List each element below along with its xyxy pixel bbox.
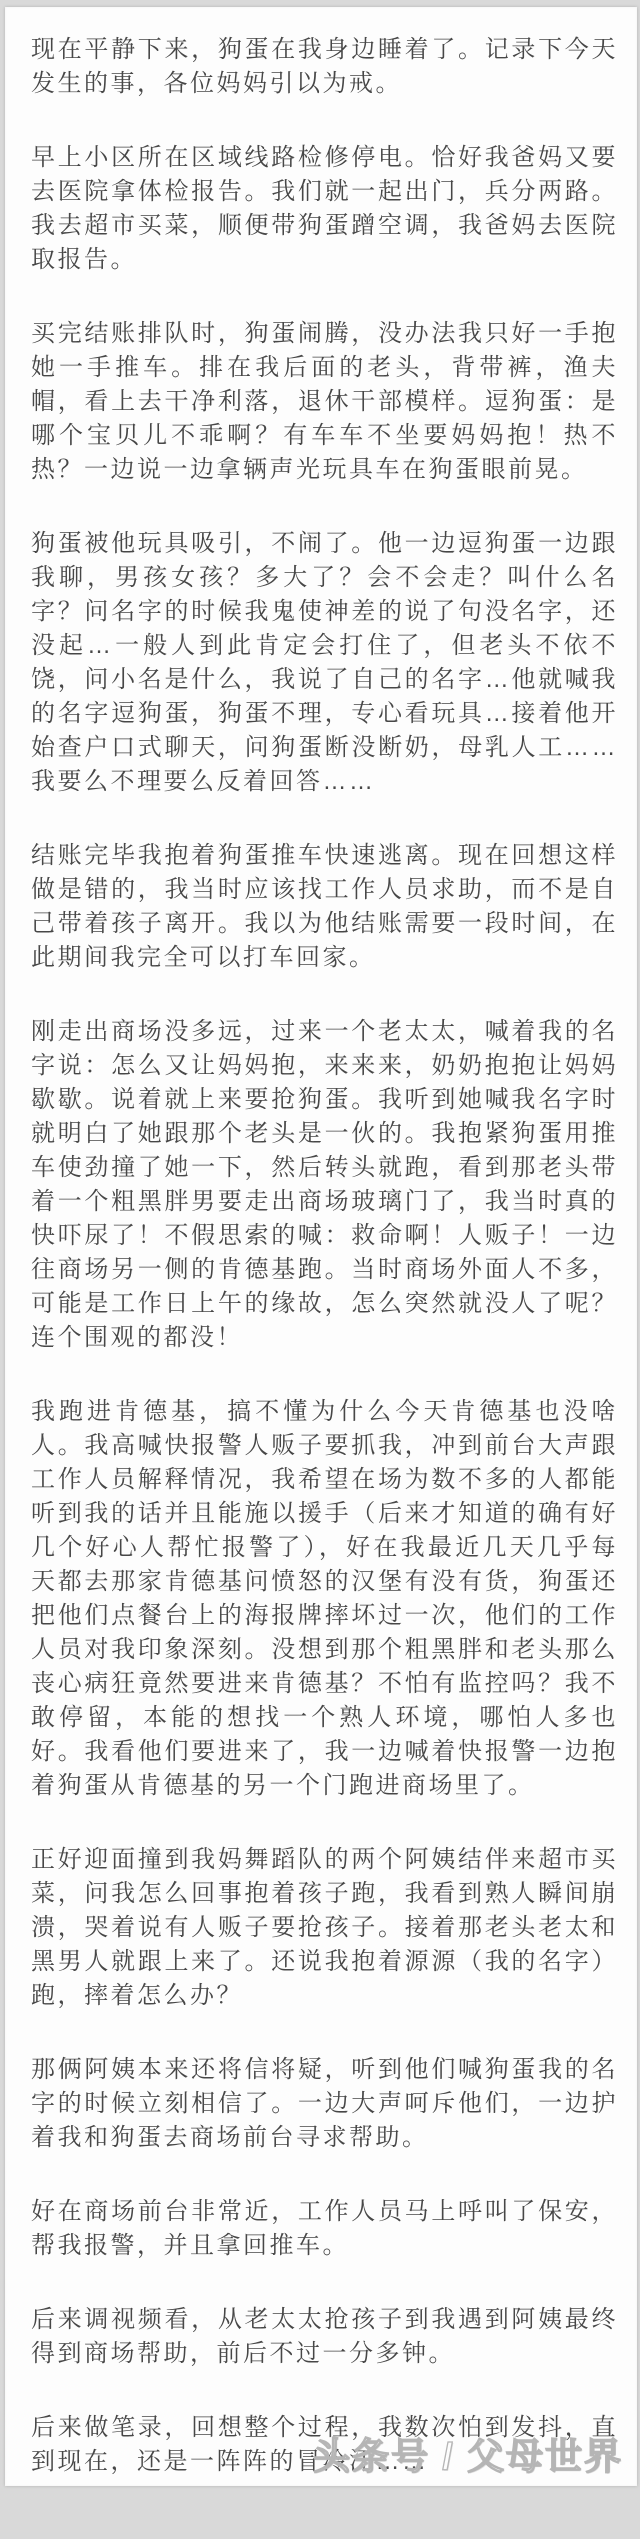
story-paragraph: 结账完毕我抱着狗蛋推车快速逃离。现在回想这样做是错的，我当时应该找工作人员求助，而不是自己带着孩子离开。我以为他结账需要一段时间，在此期间我完全可以打车回家。 [31,842,618,971]
story-paragraph: 我跑进肯德基，搞不懂为什么今天肯德基也没啥人。我高喊快报警人贩子要抓我，冲到前台大声跟工作人员解释情况，我希望在场为数不多的人都能听到我的话并且能施以援手（后来才知道的确有好几个好心人帮忙报警了），好在我最近几天几乎每天都去那家肯德基问愤怒的汉堡有没有货，狗蛋还把他们点餐台上的海报牌摔坏过一次，他们的工作人员对我印象深刻。没想到那个粗黑胖和老头那么丧心病狂竟然要进来肯德基？不怕有监控吗？我不敢停留，本能的想找一个熟人环境，哪怕人多也好。我看他们要进来了，我一边喊着快报警一边抱着狗蛋从肯德基的另一个门跑进商场里了。 [31,1398,618,1799]
story-paragraph: 好在商场前台非常近，工作人员马上呼叫了保安，帮我报警，并且拿回推车。 [31,2198,618,2259]
story-paragraph: 早上小区所在区域线路检修停电。恰好我爸妈又要去医院拿体检报告。我们就一起出门，兵分两路。我去超市买菜，顺便带狗蛋蹭空调，我爸妈去医院取报告。 [31,144,618,273]
story-paragraph: 正好迎面撞到我妈舞蹈队的两个阿姨结伴来超市买菜，问我怎么回事抱着孩子跑，我看到熟人瞬间崩溃，哭着说有人贩子要抢孩子。接着那老头老太和黑男人就跟上来了。还说我抱着源源（我的名字）跑，摔着怎么办？ [31,1846,618,2009]
story-paragraph: 现在平静下来，狗蛋在我身边睡着了。记录下今天发生的事，各位妈妈引以为戒。 [31,36,618,97]
story-paragraph: 刚走出商场没多远，过来一个老太太，喊着我的名字说：怎么又让妈妈抱，来来来，奶奶抱抱让妈妈歇歇。说着就上来要抢狗蛋。我听到她喊我名字时就明白了她跟那个老头是一伙的。我抱紧狗蛋用推车使劲撞了她一下，然后转头就跑，看到那老头带着一个粗黑胖男要走出商场玻璃门了，我当时真的快吓尿了！不假思索的喊：救命啊！人贩子！一边往商场另一侧的肯德基跑。当时商场外面人不多，可能是工作日上午的缘故，怎么突然就没人了呢？连个围观的都没！ [31,1018,618,1351]
watermark: 头条号 / 父母世界 [313,2436,623,2477]
story-paragraph: 后来调视频看，从老太太抢孩子到我遇到阿姨最终得到商场帮助，前后不过一分多钟。 [31,2306,618,2367]
story-paragraph: 狗蛋被他玩具吸引，不闹了。他一边逗狗蛋一边跟我聊，男孩女孩？多大了？会不会走？叫什么名字？问名字的时候我鬼使神差的说了句没名字，还没起…一般人到此肯定会打住了，但老头不依不饶，问小名是什么，我说了自己的名字…他就喊我的名字逗狗蛋，狗蛋不理，专心看玩具…接着他开始查户口式聊天，问狗蛋断没断奶，母乳人工……我要么不理要么反着回答…… [31,530,618,795]
story-paragraph: 那俩阿姨本来还将信将疑，听到他们喊狗蛋我的名字的时候立刻相信了。一边大声呵斥他们，一边护着我和狗蛋去商场前台寻求帮助。 [31,2056,618,2151]
story-paragraph: 后来做笔录，回想整个过程，我数次怕到发抖，直到现在，还是一阵阵的冒冷汗…… [31,2414,618,2475]
story-article [5,7,637,2539]
story-paragraph: 买完结账排队时，狗蛋闹腾，没办法我只好一手抱她一手推车。排在我后面的老头，背带裤，渔夫帽，看上去干净利落，退休干部模样。逗狗蛋：是哪个宝贝儿不乖啊？有车车不坐要妈妈抱！热不热？一边说一边拿辆声光玩具车在狗蛋眼前晃。 [31,320,618,483]
screenshot-page [5,7,637,2486]
